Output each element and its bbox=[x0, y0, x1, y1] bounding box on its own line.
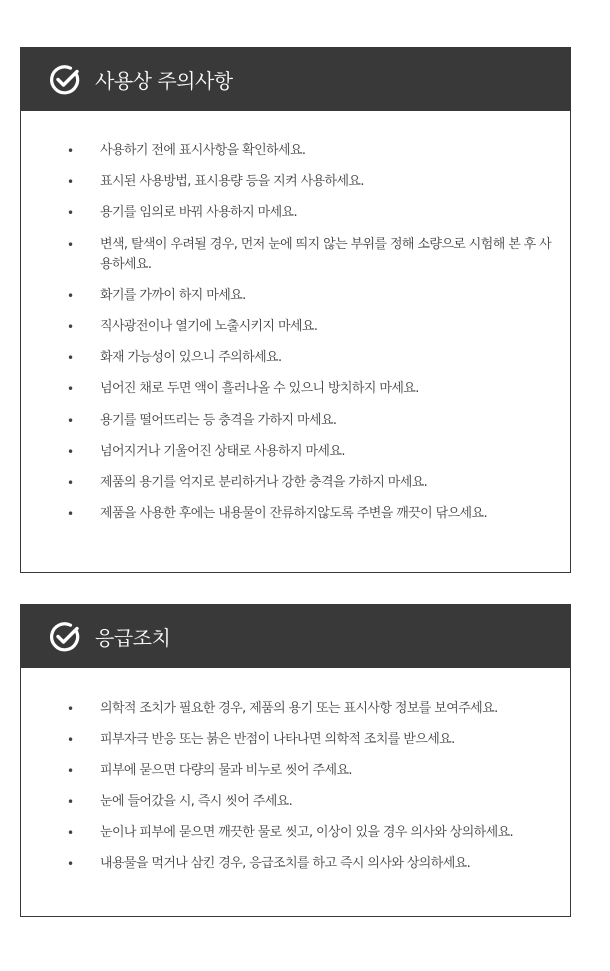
list-item-text: 화재 가능성이 있으니 주의하세요. bbox=[100, 350, 282, 366]
bullet: • bbox=[67, 826, 74, 840]
bullet: • bbox=[67, 413, 74, 428]
bullet: • bbox=[67, 237, 74, 252]
bullet: • bbox=[67, 507, 74, 522]
list-item bbox=[21, 761, 570, 781]
list-item bbox=[21, 823, 570, 843]
list-item-text: 눈이나 피부에 묻으면 깨끗한 물로 씻고, 이상이 있을 경우 의사와 상의하세요. bbox=[100, 825, 514, 840]
list-item-text: 용기를 임의로 바꿔 사용하지 마세요. bbox=[100, 205, 298, 221]
check-circle-icon bbox=[47, 619, 83, 655]
list-item-text: 변색, 탈색이 우려될 경우, 먼저 눈에 띄지 않는 부위를 정해 소량으로 시험해 본 후 사용하세요. bbox=[100, 236, 552, 272]
list-item bbox=[21, 442, 570, 462]
list-item-text: 넘어진 채로 두면 액이 흘러나올 수 있으니 방치하지 마세요. bbox=[100, 381, 419, 397]
list-item bbox=[21, 286, 570, 306]
firstaid-title: 응급조치 bbox=[95, 626, 171, 650]
bullet: • bbox=[67, 144, 74, 158]
list-item bbox=[21, 235, 570, 275]
bullet: • bbox=[67, 795, 74, 809]
list-item bbox=[21, 411, 570, 431]
list-item bbox=[21, 348, 570, 368]
bullet: • bbox=[67, 764, 74, 778]
list-item-text: 내용물을 먹거나 삼킨 경우, 응급조치를 하고 즉시 의사와 상의하세요. bbox=[100, 856, 471, 871]
list-item bbox=[21, 141, 570, 161]
bullet: • bbox=[67, 702, 74, 716]
list-item bbox=[21, 730, 570, 750]
cautions-list bbox=[21, 111, 570, 524]
list-item-text: 눈에 들어갔을 시, 즉시 씻어 주세요. bbox=[100, 794, 293, 809]
list-item bbox=[21, 379, 570, 399]
bullet: • bbox=[67, 288, 74, 303]
check-circle-icon bbox=[47, 62, 83, 98]
list-item bbox=[21, 473, 570, 493]
list-item-text: 제품을 사용한 후에는 내용물이 잔류하지않도록 주변을 깨끗이 닦으세요. bbox=[100, 506, 487, 522]
list-item-text: 피부에 묻으면 다량의 물과 비누로 씻어 주세요. bbox=[100, 763, 352, 778]
list-item-text: 피부자극 반응 또는 붉은 반점이 나타나면 의학적 조치를 받으세요. bbox=[100, 732, 455, 747]
firstaid-section bbox=[20, 604, 571, 917]
list-item bbox=[21, 792, 570, 812]
list-item-text: 직사광전이나 열기에 노출시키지 마세요. bbox=[100, 318, 318, 334]
list-item bbox=[21, 504, 570, 524]
bullet: • bbox=[67, 206, 74, 221]
list-item-text: 화기를 가까이 하지 마세요. bbox=[100, 287, 246, 303]
list-item-text: 의학적 조치가 필요한 경우, 제품의 용기 또는 표시사항 정보를 보여주세요. bbox=[100, 701, 498, 716]
list-item-text: 제품의 용기를 억지로 분리하거나 강한 충격을 가하지 마세요. bbox=[100, 474, 428, 490]
bullet: • bbox=[67, 733, 74, 747]
bullet: • bbox=[67, 382, 74, 397]
bullet: • bbox=[67, 857, 74, 871]
list-item-text: 사용하기 전에 표시사항을 확인하세요. bbox=[100, 143, 306, 158]
bullet: • bbox=[67, 319, 74, 334]
firstaid-list bbox=[21, 668, 570, 874]
bullet: • bbox=[67, 475, 74, 490]
firstaid-header bbox=[21, 605, 570, 668]
bullet: • bbox=[67, 444, 74, 459]
list-item bbox=[21, 172, 570, 192]
list-item bbox=[21, 854, 570, 874]
cautions-section bbox=[20, 47, 571, 573]
cautions-header bbox=[21, 48, 570, 111]
list-item-text: 표시된 사용방법, 표시용량 등을 지켜 사용하세요. bbox=[100, 174, 364, 190]
list-item-text: 넘어지거나 기울어진 상태로 사용하지 마세요. bbox=[100, 443, 345, 459]
list-item bbox=[21, 699, 570, 719]
list-item bbox=[21, 203, 570, 223]
bullet: • bbox=[67, 175, 74, 190]
cautions-title: 사용상 주의사항 bbox=[95, 69, 233, 93]
bullet: • bbox=[67, 351, 74, 366]
list-item bbox=[21, 317, 570, 337]
list-item-text: 용기를 떨어뜨리는 등 충격을 가하지 마세요. bbox=[100, 412, 337, 428]
